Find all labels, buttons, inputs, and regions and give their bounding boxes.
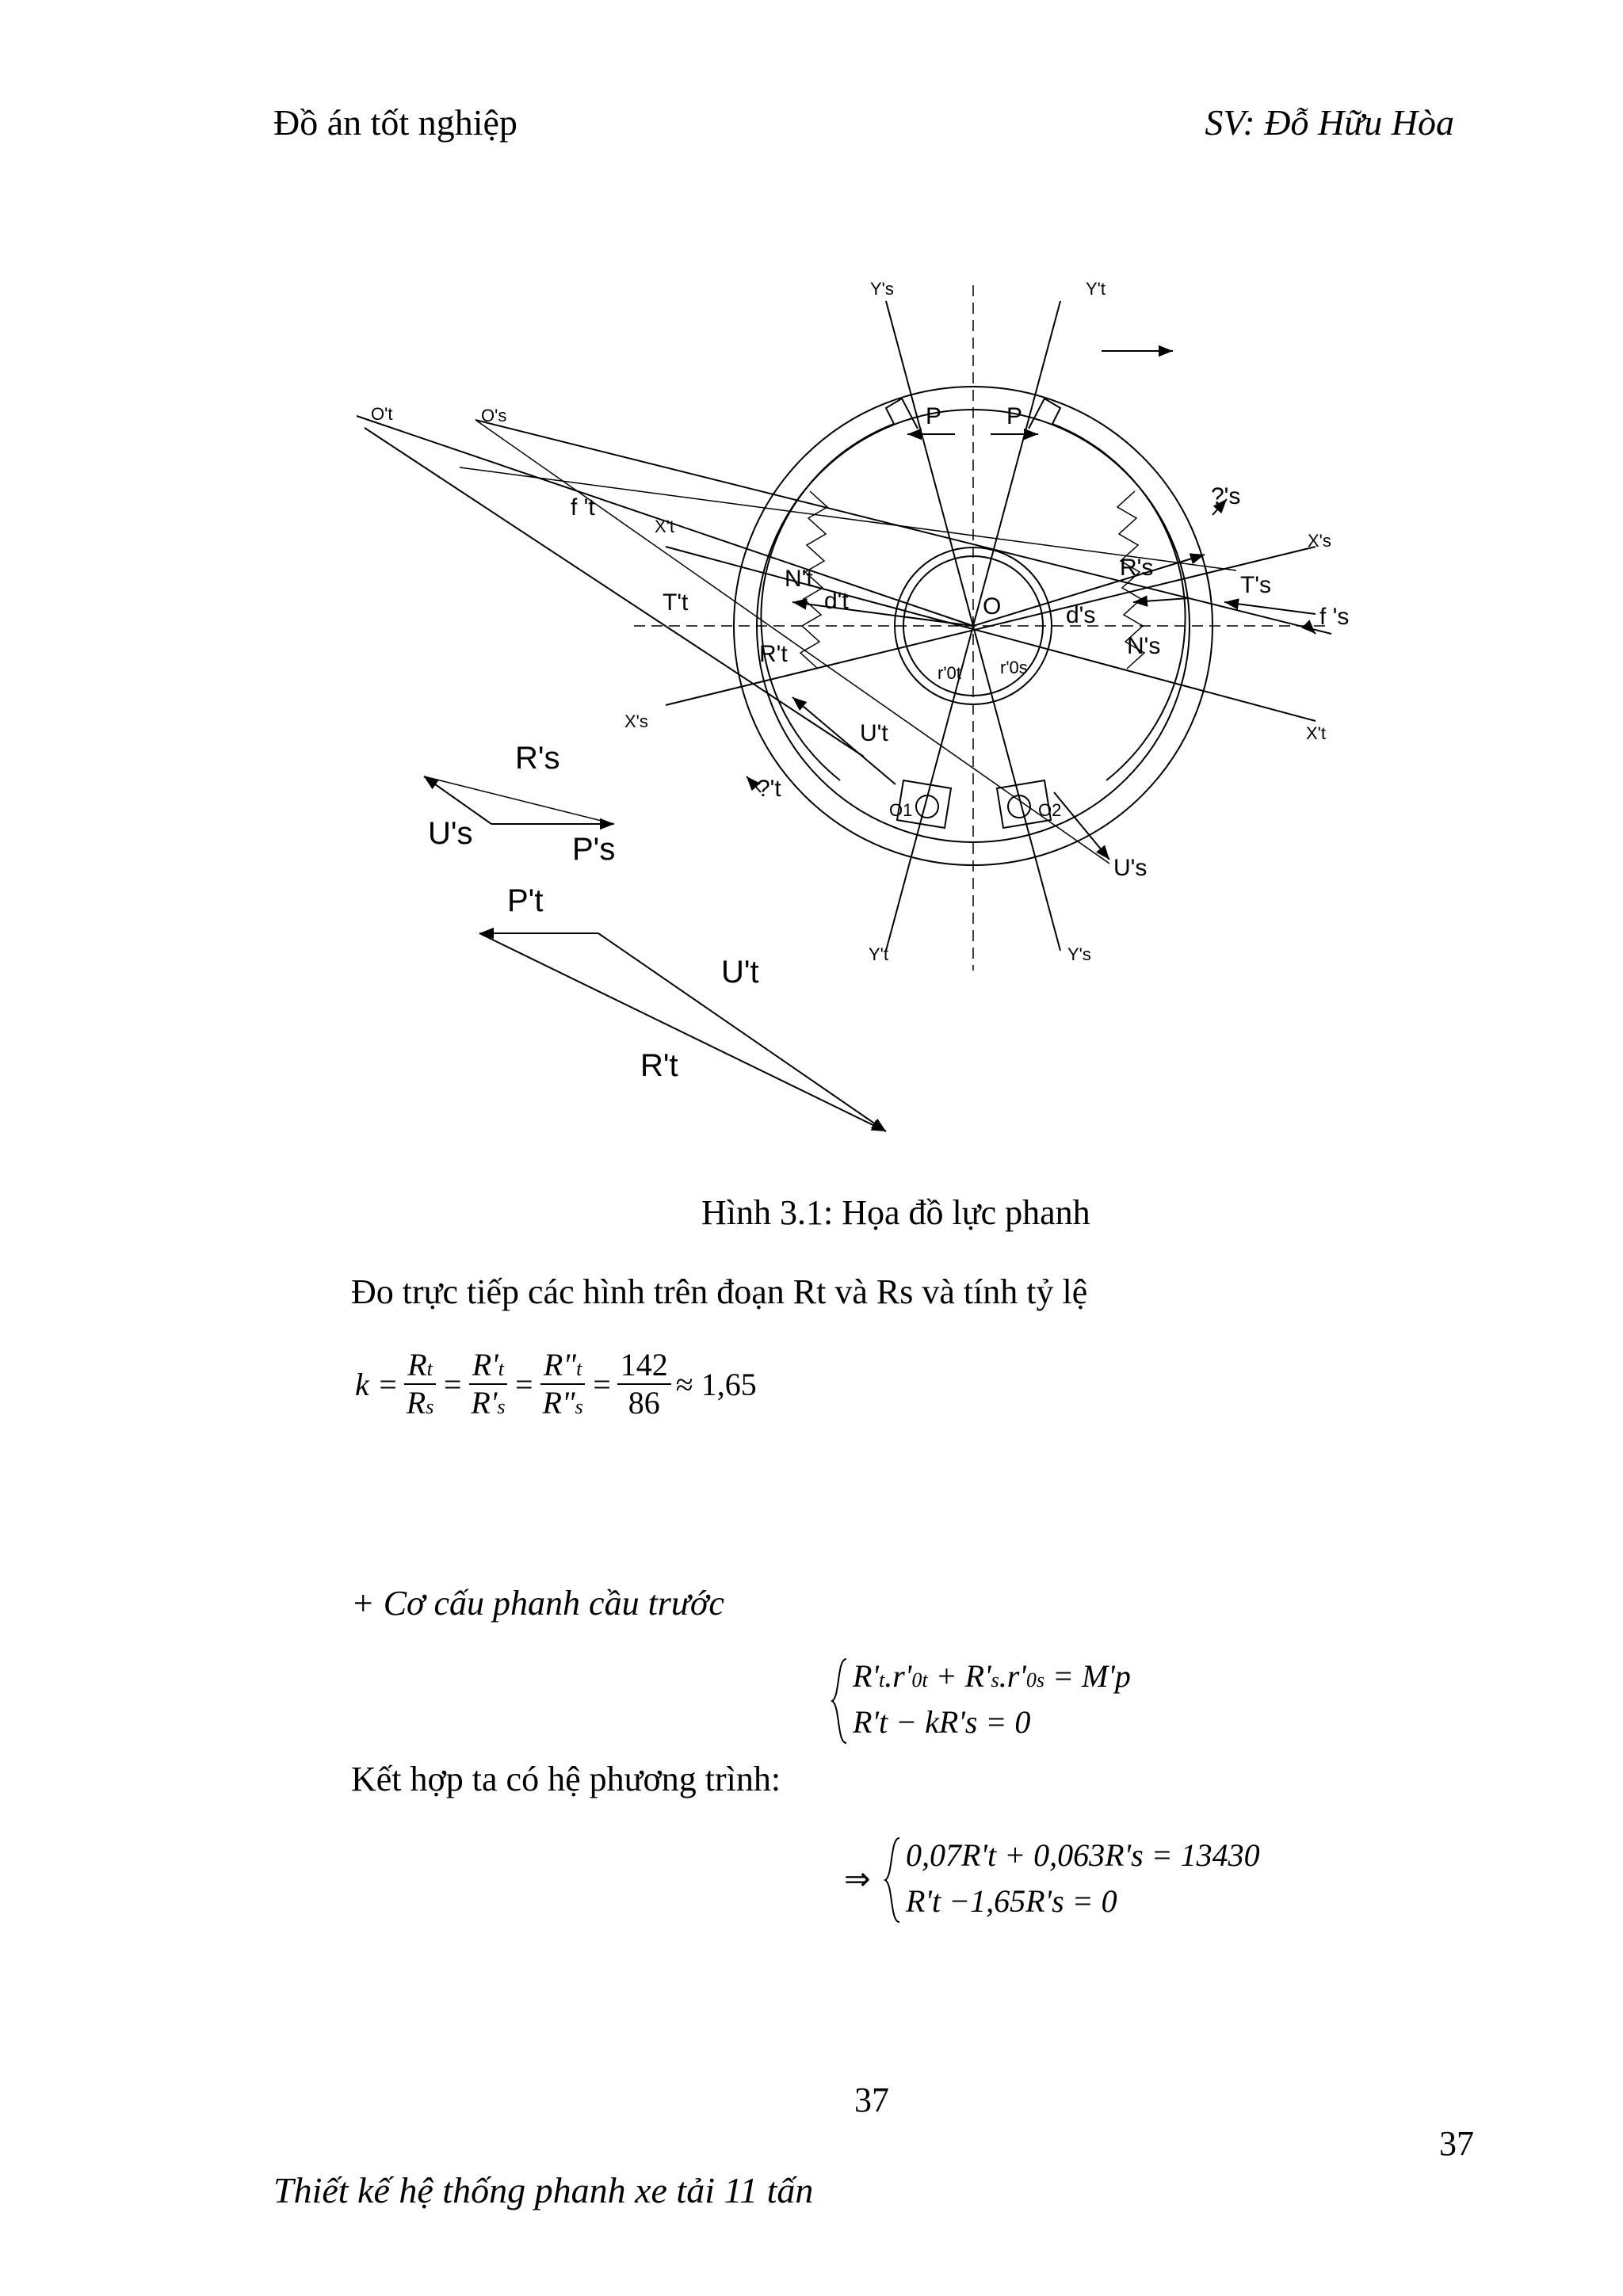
system1-eq1-rhs: = M'p (1052, 1658, 1131, 1694)
label-xs-left: X's (624, 711, 648, 731)
footer-title: Thiết kế hệ thống phanh xe tải 11 tấn (273, 2170, 814, 2210)
label-ys-top: Y's (870, 279, 894, 299)
label-xt-right: X't (1306, 723, 1326, 743)
label-ut-mid: U't (860, 720, 888, 746)
label-p-left: P (926, 403, 942, 429)
label-gamma-s: ?'s (1211, 483, 1241, 509)
label-ot: O't (371, 404, 393, 424)
figure-caption: Hình 3.1: Họa đồ lực phanh (701, 1193, 1090, 1232)
label-os: O's (481, 406, 507, 425)
ratio-formula: k = $\frac{Rt}{Rs}$ = $\frac{R't}{R's}$ = $\frac{R"t}{R"s}$ = $\frac{142}{86}$ ≈ 1,65 (355, 1347, 757, 1421)
system2-eq2: R't −1,65R's = 0 (906, 1883, 1117, 1919)
header-left: Đồ án tốt nghiệp (273, 102, 517, 143)
polygon-label-rs: R's (515, 741, 560, 776)
label-nt: N't (785, 566, 813, 592)
label-yt-bottom: Y't (869, 944, 888, 964)
label-o1: O1 (889, 800, 913, 820)
ratio-denominator: 86 (628, 1385, 660, 1421)
polygon-label-ut: U't (721, 955, 759, 990)
page-number-right: 37 (1439, 2124, 1474, 2163)
label-ds: d's (1066, 602, 1096, 628)
subheading-front-axle: + Cơ cấu phanh cầu trước (351, 1584, 724, 1623)
label-r0s: r'0s (1000, 658, 1028, 677)
polygon-label-pt: P't (507, 883, 544, 918)
label-yt-top: Y't (1086, 279, 1106, 299)
label-p-right: P (1006, 403, 1023, 429)
label-ns: N's (1127, 633, 1161, 659)
system1-eq2: R't − kR's = 0 (853, 1704, 1031, 1740)
label-us-right: U's (1113, 855, 1148, 881)
label-rt-left: R't (759, 641, 788, 667)
label-o: O (983, 593, 1002, 620)
label-ys-bottom: Y's (1067, 944, 1091, 964)
ratio-result: ≈ 1,65 (675, 1366, 757, 1402)
label-fs: f 's (1319, 604, 1350, 630)
paragraph-measure: Đo trực tiếp các hình trên đoạn Rt và Rs và tính tỷ lệ (351, 1272, 1088, 1311)
label-dt: d't (824, 588, 849, 614)
polygon-label-us: U's (428, 816, 473, 851)
label-o2: O2 (1038, 800, 1062, 820)
label-r0t: r'0t (938, 663, 961, 683)
label-xt-left: X't (655, 517, 674, 536)
header-right: SV: Đỗ Hữu Hòa (1205, 102, 1454, 143)
label-tt: T't (663, 589, 689, 616)
polygon-label-ps: P's (572, 832, 616, 867)
ratio-numerator: 142 (617, 1347, 671, 1385)
label-gamma-t: ?'t (757, 776, 781, 802)
paragraph-combine: Kết hợp ta có hệ phương trình: (351, 1760, 781, 1798)
label-xs-right: X's (1308, 531, 1331, 551)
page-number-center: 37 (854, 2081, 889, 2119)
label-ts: T's (1240, 572, 1272, 598)
polygon-label-rt: R't (640, 1048, 678, 1083)
label-rs-right: R's (1120, 555, 1154, 581)
label-ft: f 't (571, 494, 595, 521)
system2-eq1: 0,07R't + 0,063R's = 13430 (906, 1837, 1260, 1873)
